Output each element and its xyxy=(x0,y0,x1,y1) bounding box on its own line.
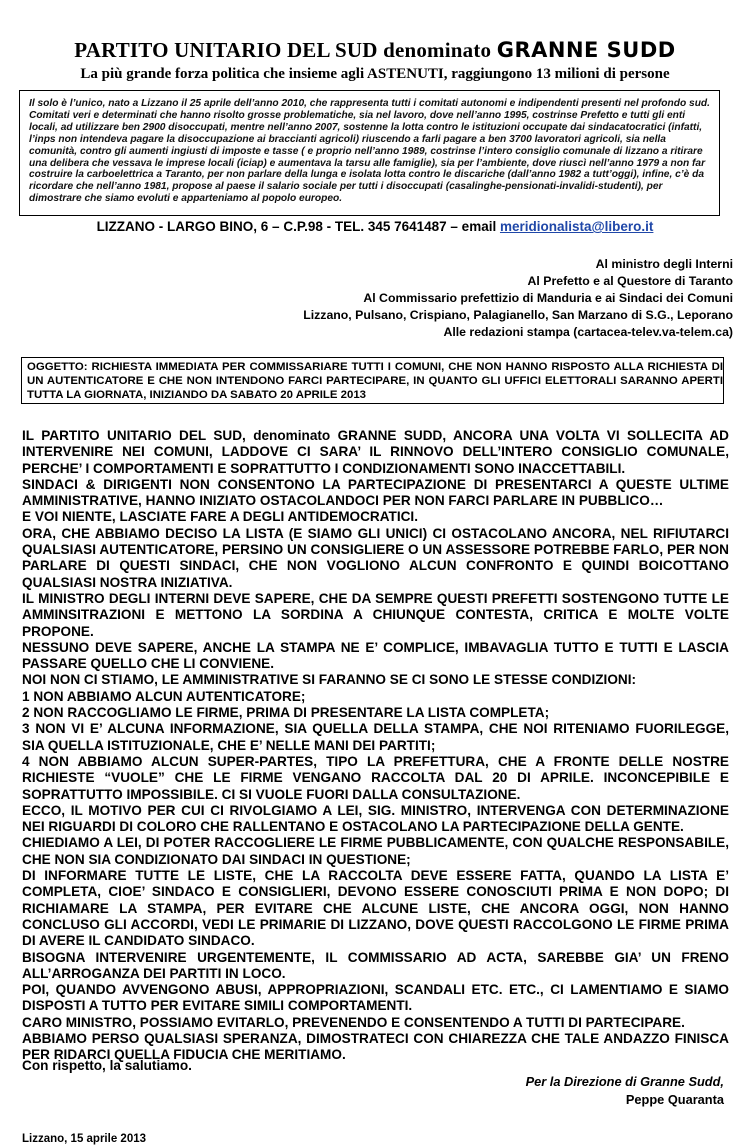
body-paragraph: IL MINISTRO DEGLI INTERNI DEVE SAPERE, CHE DA SEMPRE QUESTI PREFETTI SOSTENGONO TUTTE LE AMMINSITRAZIONI E METTONO LA SORDINA A CHIUNQUE CONTESTA, CRITICA E MOLTE VOLTE PROPONE. xyxy=(22,590,729,639)
recipient-line: Lizzano, Pulsano, Crispiano, Palagianello, San Marzano di S.G., Leporano xyxy=(303,308,733,323)
document-subtitle: La più grande forza politica che insieme agli ASTENUTI, raggiungono 13 milioni di persone xyxy=(80,66,670,82)
signature-role: Per la Direzione di Granne Sudd, xyxy=(525,1074,724,1089)
recipient-line: Al Commissario prefettizio di Manduria e ai Sindaci dei Comuni xyxy=(363,291,733,306)
title-denominato: denominato xyxy=(383,38,497,62)
body-paragraph: ORA, CHE ABBIAMO DECISO LA LISTA (E SIAMO GLI UNICI) CI OSTACOLANO ANCORA, NEL RIFIUTARCI QUALSIASI AUTENTICATORE, PERSINO UN CONSIGLIERE O UN ASSESSORE POTREBBE FARLO, PER NON PARLARE DI QUESTI SINDACI, CHE NON VOGLIONO ALCUN CONFRONTO E QUINDI BOICOTTANO QUALSIASI NOSTRA INIZIATIVA. xyxy=(22,525,729,590)
body-paragraph: ECCO, IL MOTIVO PER CUI CI RIVOLGIAMO A LEI, SIG. MINISTRO, INTERVENGA CON DETERMINAZIONE NEI RIGUARDI DI COLORO CHE RALLENTANO E OSTACOLANO LA PARTECIPAZIONE DELLA GENTE. xyxy=(22,802,729,835)
body-paragraph: IL PARTITO UNITARIO DEL SUD, denominato GRANNE SUDD, ANCORA UNA VOLTA VI SOLLECITA AD INTERVENIRE NEI COMUNI, LADDOVE CI SARA’ IL RINNOVO DELL’INTERO CONSIGLIO COMUNALE, PERCHE’ I COMPORTAMENTI E SOPRATTUTTO I CONDIZIONAMENTI SONO INACCETTABILI. xyxy=(22,428,729,476)
contact-line xyxy=(0,219,750,234)
body-list-item: 4 NON ABBIAMO ALCUN SUPER-PARTES, TIPO LA PREFETTURA, CHE A FRONTE DELLE NOSTRE RICHIESTE “VUOLE” CHE LE FIRME VENGANO RACCOLTA DAL 20 DI APRILE. INCONCEPIBILE E SOPRATTUTTO IMPOSSIBILE. CI SI VUOLE FUORI DALLA CONSULTAZIONE. xyxy=(22,753,729,802)
body-paragraph: NESSUNO DEVE SAPERE, ANCHE LA STAMPA NE E’ COMPLICE, IMBAVAGLIA TUTTO E TUTTI E LASCIA PASSARE QUELLO CHE LI CONVIENE. xyxy=(22,639,729,672)
subject-box xyxy=(21,357,724,404)
closing-greeting: Con rispetto, la salutiamo. xyxy=(22,1058,192,1073)
document-title xyxy=(0,38,750,63)
body-list-item: 3 NON VI E’ ALCUNA INFORMAZIONE, SIA QUELLA DELLA STAMPA, CHE NOI RITENIAMO FUORILEGGE, SIA QUELLA ISTITUZIONALE, CHE E’ NELLE MANI DEI PARTITI; xyxy=(22,721,729,753)
recipient-line: Al ministro degli Interni xyxy=(595,257,733,271)
title-brand: GRANNE SUDD xyxy=(496,38,676,62)
body-list-item: 1 NON ABBIAMO ALCUN AUTENTICATORE; xyxy=(22,688,306,704)
date-line: Lizzano, 15 aprile 2013 xyxy=(22,1133,147,1145)
signature-name: Peppe Quaranta xyxy=(625,1091,724,1107)
recipients-block xyxy=(93,256,733,341)
party-bio-text: Il solo è l’unico, nato a Lizzano il 25 aprile dell’anno 2010, che rappresenta tutti i comitati autonomi e indipendenti presenti nel profondo sud. Comitati veri e determinati che hanno risolto grosse problematiche, sia nel lavoro, dove nell’anno 1995, costrinse Prefetto e tutti gli enti locali, ad utilizzare ben 2900 disoccupati, mentre nell’anno 2007, sostenne la lotta contro le istituzioni occupate dai sindacatocratici (infatti, l’inps non intendeva pagare la disoccupazione ai braccianti agricoli) riuscendo a farli pagare a ben 3700 lavoratori agricoli, sia nella comunità, contro gli aumenti ingiusti di imposte e tasse ( e proprio nell’anno 1989, costrinse l’intero consiglio comunale di lizzano a ritirare una delibera che vessava le imprese locali (iciap) e aumentava la tarsu alle famiglie), sia per l’ambiente, dove riuscì nell’anno 1979 a non far costruire la carboelettrica a Taranto, per non parlare della lunga e isolata lotta contro le discariche (dall’anno 1982 a tutt’oggi), infine, c’è da ricordare che nell’anno 1981, propose al paese il salario sociale per tutti i disoccupati (casalinghe-pensionati-invalidi-studenti), per dimostrare che siamo evoluti e apparteniamo al popolo europeo. xyxy=(29,98,710,205)
body-list-item: 2 NON RACCOGLIAMO LE FIRME, PRIMA DI PRESENTARE LA LISTA COMPLETA; xyxy=(22,705,550,721)
body-paragraph: BISOGNA INTERVENIRE URGENTEMENTE, IL COMMISSARIO AD ACTA, SAREBBE GIA’ UN FRENO ALL’ARROGANZA DEI PARTITI IN LOCO. xyxy=(22,949,729,981)
subject-text: OGGETTO: RICHIESTA IMMEDIATA PER COMMISSARIARE TUTTI I COMUNI, CHE NON HANNO RISPOSTO ALLA RICHIESTA DI UN AUTENTICATORE E CHE NON INTENDONO FARCI PARTECIPARE, IN QUANTO GLI UFFICI ELETTORALI SARANNO APERTI TUTTA LA GIORNATA, INIZIANDO DA SABATO 20 APRILE 2013 xyxy=(27,361,723,402)
contact-address: LIZZANO - LARGO BINO, 6 – C.P.98 - TEL. 345 7641487 – email xyxy=(96,219,500,234)
letter-body xyxy=(22,428,729,1064)
body-paragraph: CHIEDIAMO A LEI, DI POTER RACCOGLIERE LE FIRME PUBBLICAMENTE, CON QUALCHE RESPONSABILE, CHE NON SIA CONDIZIONATO DAI SINDACI IN QUESTIONE; xyxy=(22,835,729,867)
signature-block xyxy=(526,1073,724,1108)
recipient-line: Alle redazioni stampa (cartacea-telev.va-telem.ca) xyxy=(443,325,733,340)
body-paragraph: CARO MINISTRO, POSSIAMO EVITARLO, PREVENENDO E CONSENTENDO A TUTTI DI PARTECIPARE. xyxy=(22,1014,685,1030)
body-paragraph: POI, QUANDO AVVENGONO ABUSI, APPROPRIAZIONI, SCANDALI ETC. ETC., CI LAMENTIAMO E SIAMO DISPOSTI A TUTTO PER EVITARE SIMILI COMPORTAMENTI. xyxy=(22,982,729,1014)
party-bio-box xyxy=(19,90,720,216)
recipient-line: Al Prefetto e al Questore di Taranto xyxy=(527,274,733,289)
body-paragraph: NOI NON CI STIAMO, LE AMMINISTRATIVE SI FARANNO SE CI SONO LE STESSE CONDIZIONI: xyxy=(22,672,637,688)
body-paragraph: ABBIAMO PERSO QUALSIASI SPERANZA, DIMOSTRATECI CON CHIAREZZA CHE TALE ANDAZZO FINISCA PER RIDARCI QUELLA FIDUCIA CHE MERITIAMO. xyxy=(22,1030,729,1063)
contact-email-link[interactable]: meridionalista@libero.it xyxy=(499,219,654,234)
body-paragraph: SINDACI & DIRIGENTI NON CONSENTONO LA PARTECIPAZIONE DI PRESENTARCI A QUESTE ULTIME AMMINISTRATIVE, HANNO INIZIATO OSTACOLANDOCI PER NON FARCI PARLARE IN PUBBLICO… xyxy=(22,476,729,509)
body-paragraph: E VOI NIENTE, LASCIATE FARE A DEGLI ANTIDEMOCRATICI. xyxy=(22,509,418,525)
body-paragraph: DI INFORMARE TUTTE LE LISTE, CHE LA RACCOLTA DEVE ESSERE FATTA, QUANDO LA LISTA E’ COMPLETA, CIOE’ SINDACO E CONSIGLIERI, DEVONO ESSERE CONOSCIUTI PRIMA E NON DOPO; DI RICHIAMARE LA STAMPA, PER EVITARE CHE ALCUNE LISTE, CHE ANCORA OGGI, NON HANNO CONCLUSO GLI ACCORDI, VEDI LE PRIMARIE DI LIZZANO, DOVE QUESTI RACCOLGONO LE FIRME PRIMA DI AVERE IL CANDIDATO SINDACO. xyxy=(22,868,729,949)
title-party-name: PARTITO UNITARIO DEL SUD xyxy=(74,38,384,62)
